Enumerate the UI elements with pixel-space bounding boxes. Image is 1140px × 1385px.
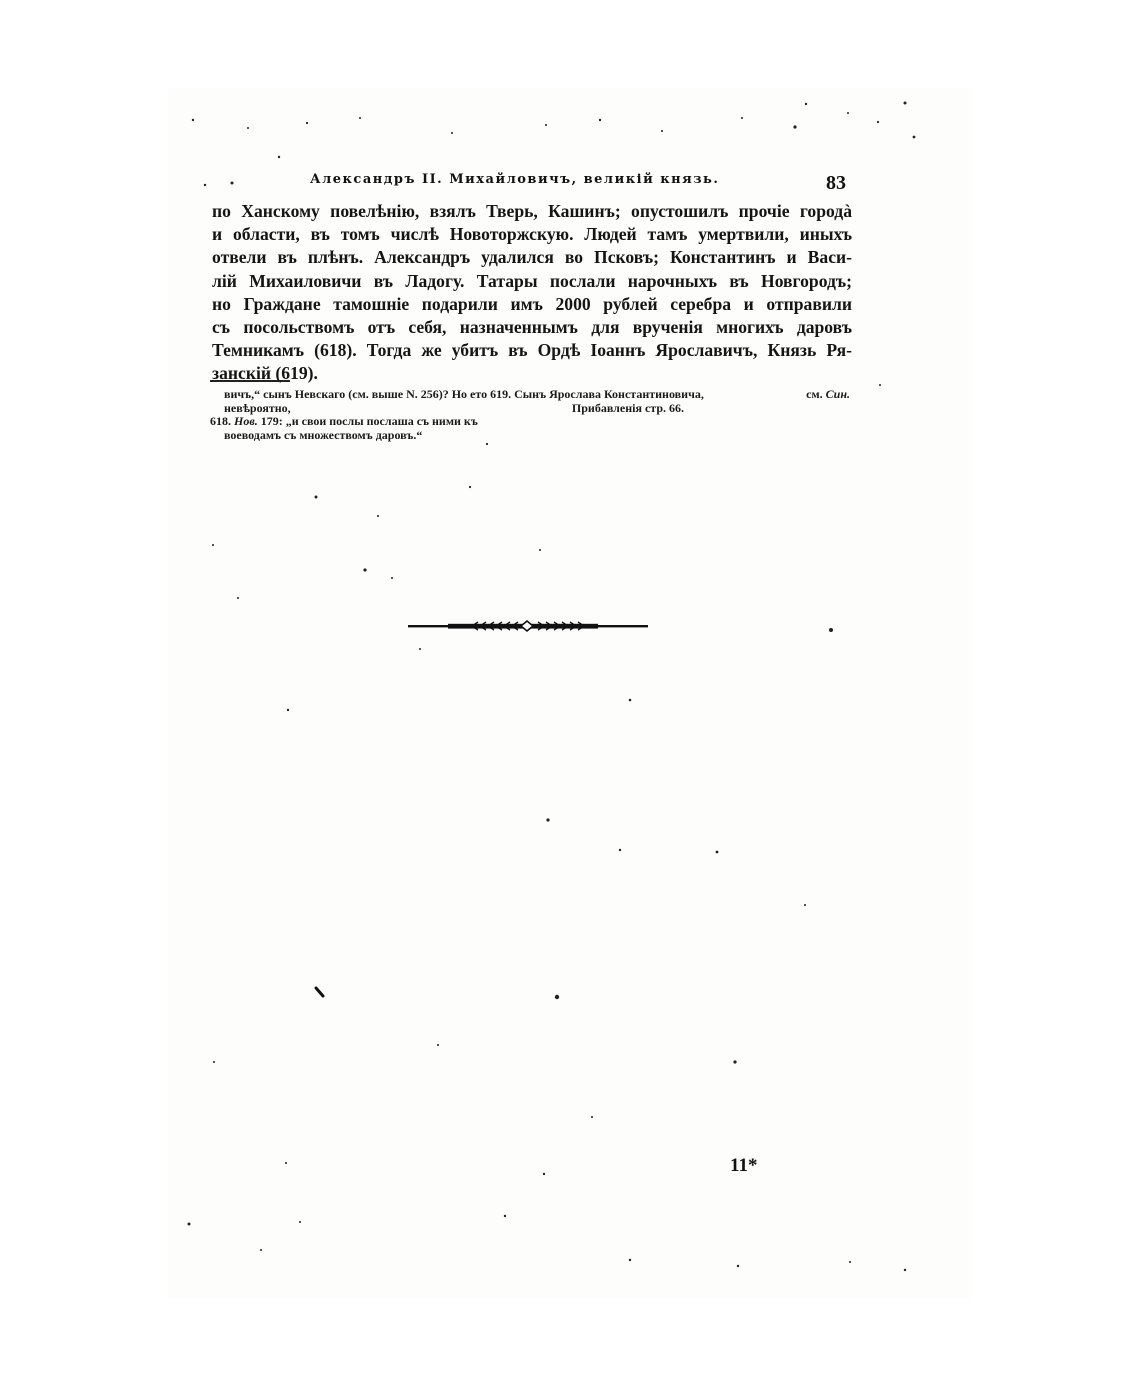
text-line: отвели въ плѣнъ. Александръ удалился во Псковъ; Константинъ и Васи- [212, 247, 852, 268]
footnote-text: 179: „и свои послы послаша съ ними къ [260, 414, 478, 428]
footnote-ref-italic: Син. [825, 387, 850, 401]
text-line: но Граждане тамошніе подарили имъ 2000 рублей серебра и отправили [212, 293, 852, 314]
text-line: по Ханскому повелѣнію, взялъ Тверь, Кашинъ; опустошилъ прочіе городà [212, 201, 852, 221]
text-line: съ посольствомъ отъ себя, назначеннымъ для врученія многихъ даровъ [212, 317, 852, 338]
text-line: лій Михаиловичи въ Ладогу. Татары послали нарочныхъ въ Новгородъ; [212, 270, 852, 291]
text-line: занскій (619). [212, 363, 318, 384]
footnote-line: воеводамъ съ множествомъ даровъ.“ [224, 427, 423, 442]
main-text [212, 200, 852, 386]
footnote-text: Прибавленія стр. 66. [571, 400, 684, 415]
text-line: Темникамъ (618). Тогда же убитъ въ Ордѣ Іоаннъ Ярославичъ, Князь Ря- [212, 340, 852, 361]
footnote-line [210, 388, 850, 402]
text-line: и области, въ томъ числѣ Новоторжскую. Людей тамъ умертвили, иныхъ [212, 224, 852, 245]
footnote-text: невѣроятно, [224, 400, 291, 415]
footnote-618 [210, 415, 850, 429]
footnote-source: Нов. [234, 414, 258, 428]
footnote-text: вичъ,“ сынъ Невскаго (см. выше N. 256)? Но ето 619. Сынъ Ярослава Константиновича, [224, 387, 704, 401]
footnote-ref [806, 388, 850, 402]
signature-mark: 11* [730, 1155, 758, 1176]
footnote-line [210, 402, 850, 416]
footnote-number: 618. [210, 414, 231, 428]
running-title: Александръ II. Михайловичъ, великій князь. [310, 172, 720, 187]
page-number: 83 [826, 172, 846, 194]
footnotes [210, 388, 850, 442]
footnote-rule [210, 380, 290, 382]
ornament-divider [408, 617, 648, 635]
footnote-ref-plain: см. [806, 387, 823, 401]
